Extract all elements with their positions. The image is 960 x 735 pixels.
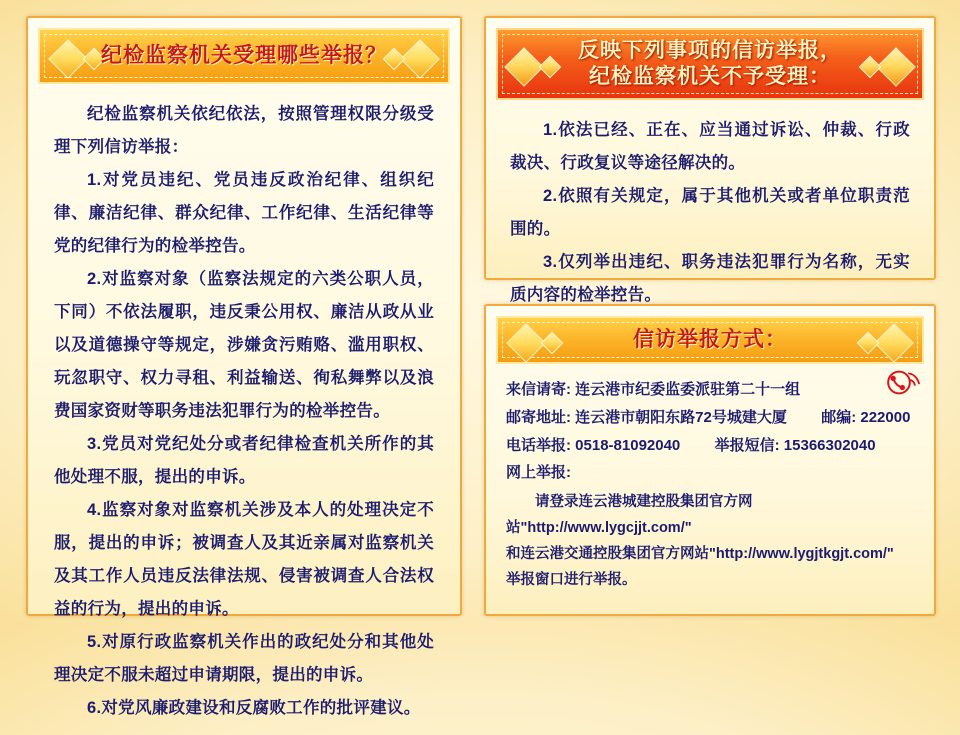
paragraph: 4.监察对象对监察机关涉及本人的处理决定不服，提出的申诉；被调查人及其近亲属对监察机关及其工作人员违反法律法规、侵害被调查人合法权益的行为，提出的申诉。 [54, 501, 434, 618]
contact-value-2: 15366302040 [783, 436, 876, 454]
contact-info-block [486, 364, 934, 603]
contact-row [506, 432, 916, 460]
left-panel-banner [38, 28, 450, 84]
diamond-ornament-icon [874, 323, 914, 363]
right-bottom-panel-banner [496, 316, 924, 364]
paragraph: 1.对党员违纪、党员违反政治纪律、组织纪律、廉洁纪律、群众纪律、工作纪律、生活纪律等党的纪律行为的检举控告。 [54, 171, 434, 255]
note-line: 举报窗口进行举报。 [506, 572, 637, 589]
diamond-ornament-icon [400, 39, 440, 79]
right-top-panel-title [578, 38, 842, 91]
contact-label: 电话举报: [506, 436, 571, 454]
paragraph: 3.党员对党纪处分或者纪律检查机关所作的其他处理不服，提出的申诉。 [54, 435, 434, 486]
contact-value-2: 222000 [860, 408, 911, 426]
contact-row [506, 459, 916, 487]
diamond-ornament-small-icon [541, 332, 564, 355]
right-top-panel [484, 16, 936, 304]
contact-row [506, 404, 916, 432]
paragraph: 1.依法已经、正在、应当通过诉讼、仲裁、行政裁决、行政复议等途径解决的。 [510, 121, 910, 172]
title-line-2: 纪检监察机关不予受理： [589, 65, 831, 88]
paragraph: 5.对原行政监察机关作出的政纪处分和其他处理决定不服未超过申请期限，提出的申诉。 [54, 633, 434, 684]
online-report-note [506, 489, 916, 593]
contact-value: 连云港市朝阳东路72号城建大厦 [575, 408, 787, 426]
contact-label-2: 举报短信: [714, 436, 780, 454]
contact-label-2: 邮编: [821, 408, 857, 426]
left-panel [26, 16, 462, 717]
left-panel-body [28, 84, 460, 735]
paragraph: 2.对监察对象（监察法规定的六类公职人员，下同）不依法履职，违反秉公用权、廉洁从政从业以及道德操守等规定，涉嫌贪污贿赂、滥用职权、玩忽职守、权力寻租、利益输送、徇私舞弊以及浪费国家资财等职务违法犯罪行为的检举控告。 [54, 270, 434, 420]
right-bottom-panel-title: 信访举报方式： [633, 327, 787, 351]
right-bottom-panel [484, 304, 936, 616]
contact-value: 连云港市纪委监委派驻第二十一组 [575, 381, 801, 398]
note-line: 和连云港交通控股集团官方网站"http://www.lygjtkgjt.com/" [506, 546, 894, 563]
contact-row [506, 376, 916, 404]
paragraph: 3.仅列举出违纪、职务违法犯罪行为名称，无实质内容的检举控告。 [510, 253, 910, 304]
contact-label: 邮寄地址: [506, 408, 571, 426]
right-top-panel-banner [496, 28, 924, 100]
paragraph: 6.对党风廉政建设和反腐败工作的批评建议。 [87, 699, 421, 717]
paragraph: 2.依照有关规定，属于其他机关或者单位职责范围的。 [510, 187, 910, 238]
note-line: 请登录连云港城建控股集团官方网站"http://www.lygcjjt.com/" [506, 494, 753, 537]
title-line-1: 反映下列事项的信访举报， [578, 38, 842, 62]
contact-value: 0518-81092040 [575, 436, 681, 454]
contact-label: 网上举报: [506, 464, 571, 482]
contact-label: 来信请寄: [506, 381, 571, 398]
paragraph: 纪检监察机关依纪依法，按照管理权限分级受理下列信访举报： [54, 105, 434, 156]
left-panel-title: 纪检监察机关受理哪些举报？ [101, 43, 387, 67]
right-top-panel-body [486, 100, 934, 320]
diamond-ornament-small-icon [857, 332, 880, 355]
phone-icon [884, 368, 924, 402]
